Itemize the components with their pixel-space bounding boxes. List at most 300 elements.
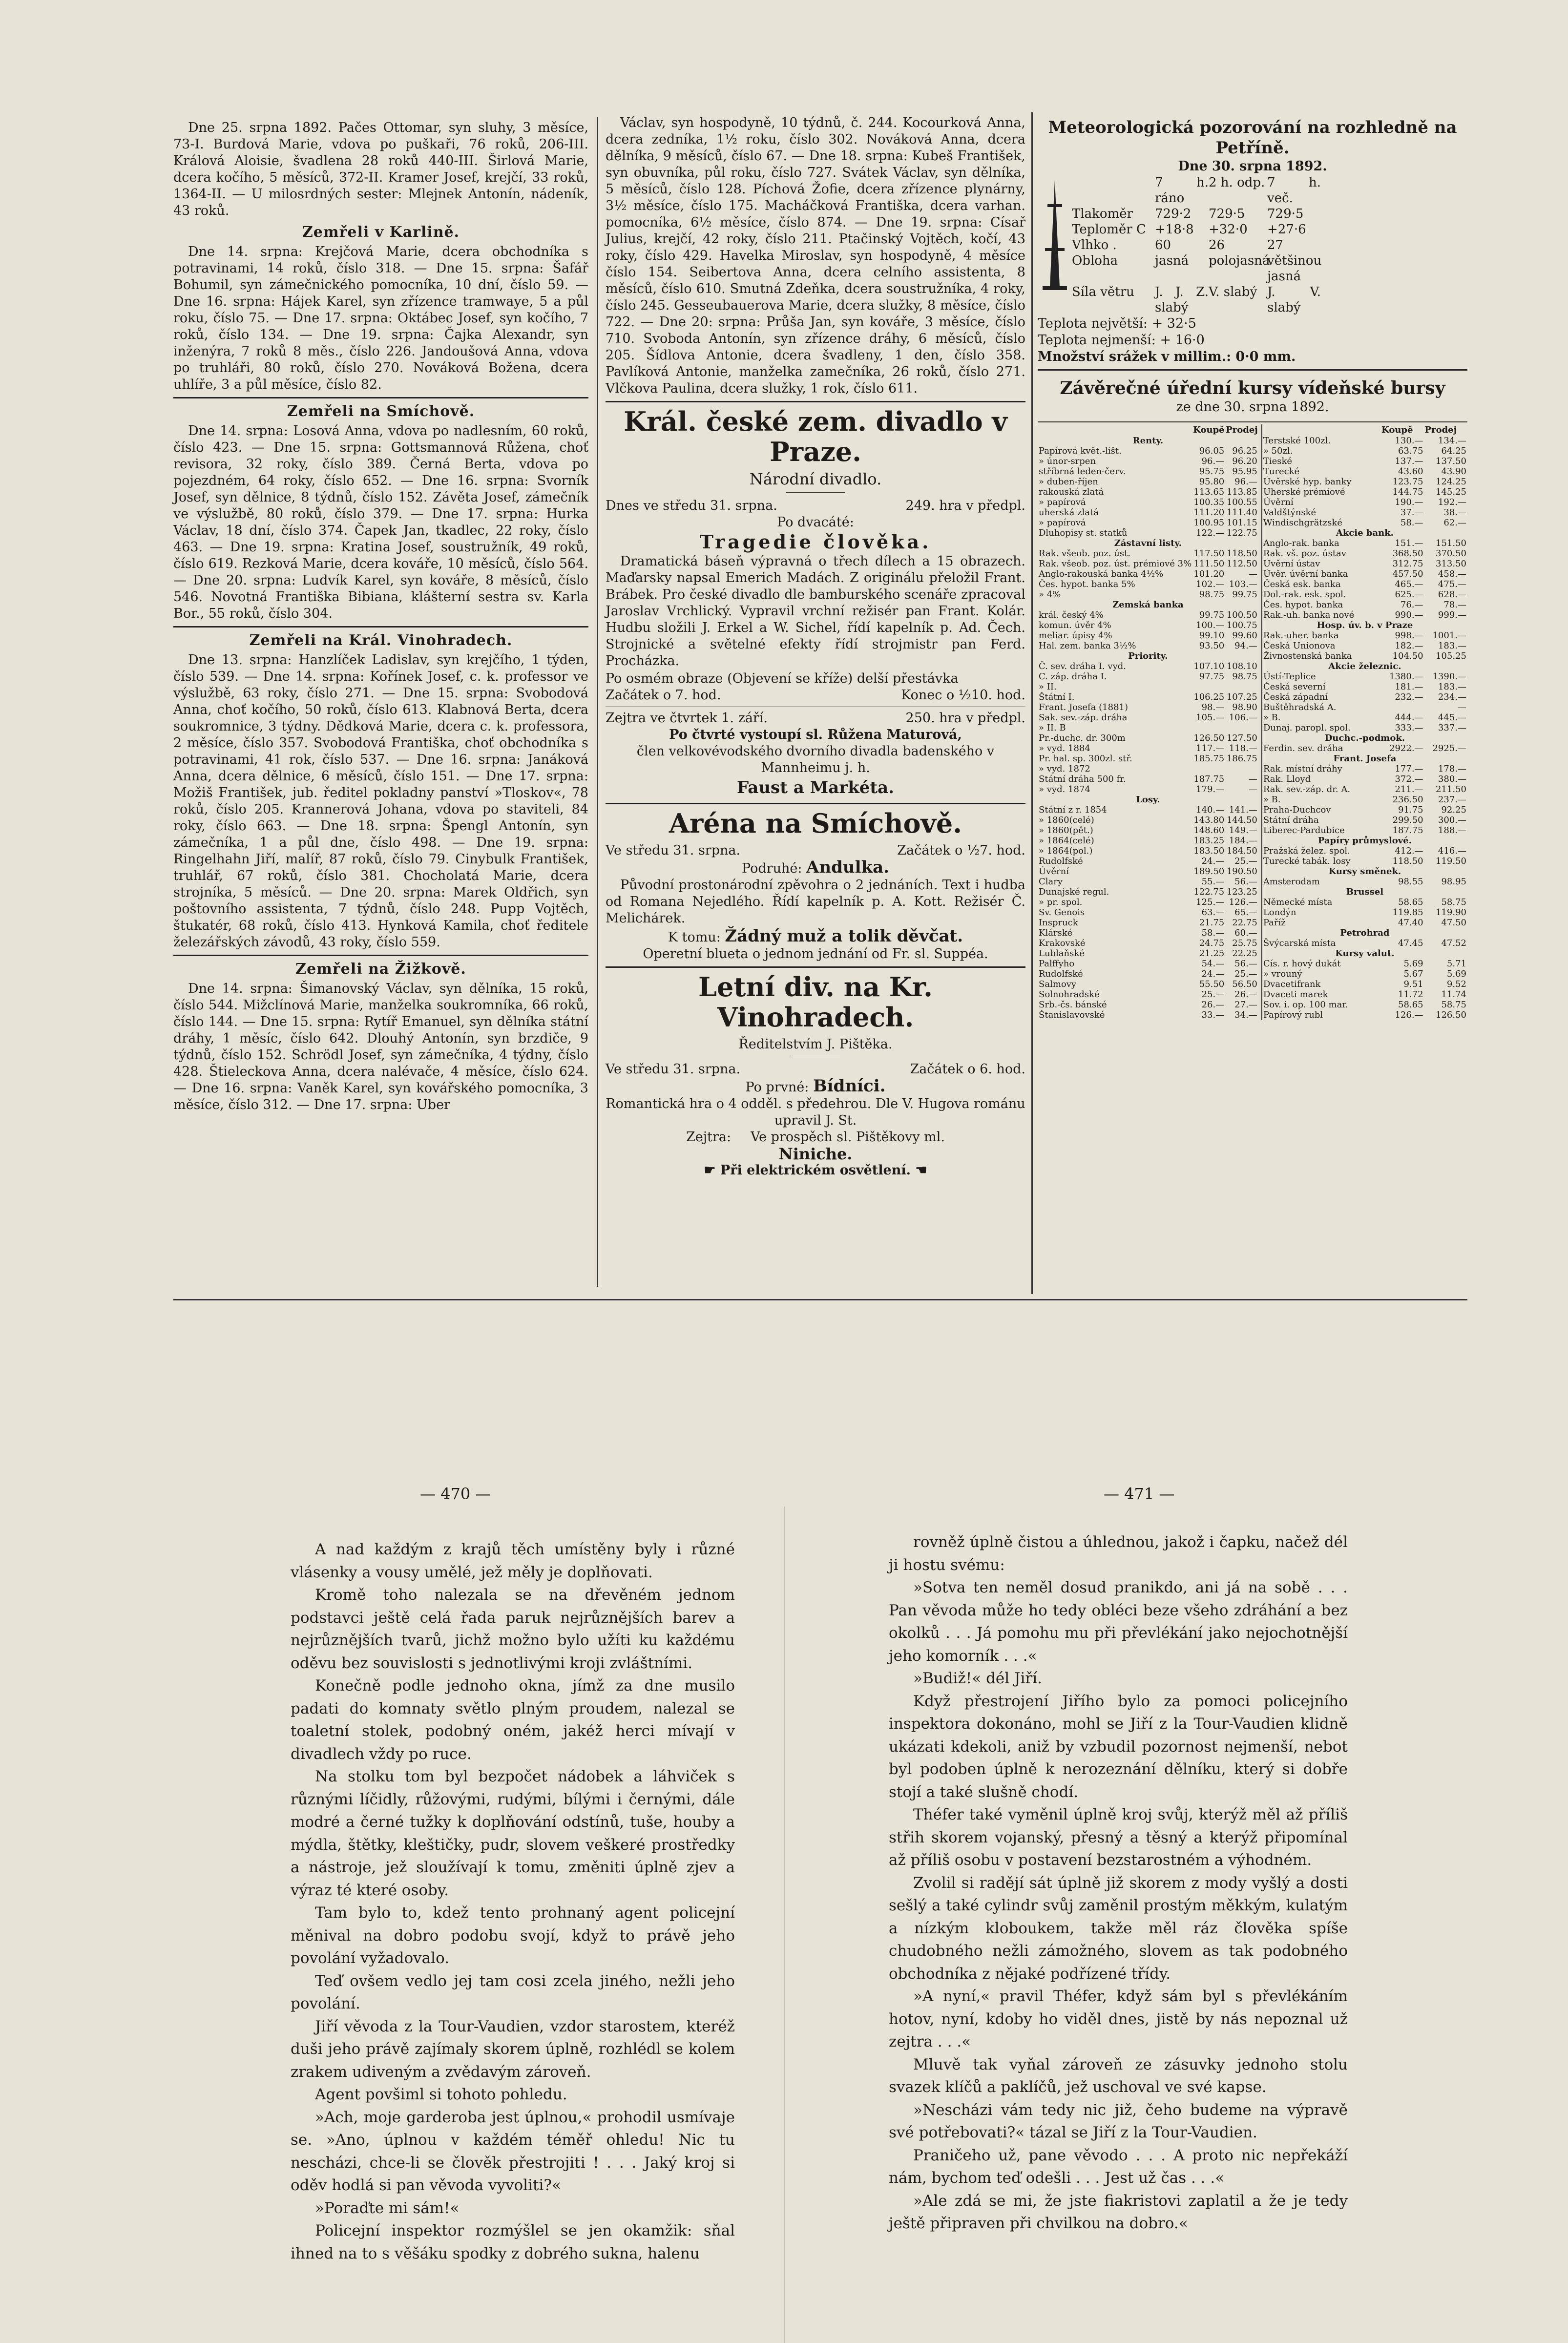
- meteo-value: většinou jasná: [1267, 253, 1322, 284]
- exchange-sell-value: 96.25: [1232, 446, 1257, 456]
- exchange-buy-value: 24.—: [1201, 969, 1225, 979]
- exchange-row: [1262, 877, 1467, 887]
- exchange-item-name: Úvěr. úvěrní banka: [1263, 569, 1348, 579]
- exchange-buy-value: [1192, 723, 1225, 733]
- obituary-vinohrady: Dne 13. srpna: Hanzlíček Ladislav, syn krejčího, 1 týden, číslo 539. — Dne 14. srpna: Kořínek Josef, c. k. professor ve výslužbě, 63 roky, číslo 271. — Dne 15. srpna: Svobodová Anna, choť kočího, 50 roků, číslo 613. Klabnová Berta, dcera soukromnice, 3 týdny. Dědková Marie, dcera c. k. professora, 2 měsíce, číslo 357. Svobodová Františka, choť obchodníka s potravinami, 41 rok, číslo 537. — Dne 16. srpna: Janáková Anna, dcera dělnice, 6 měsíců, číslo 151. — Dne 17. srpna: Možiš František, jub. ředitel pokladny panství »Tloskov«, 78 roků, číslo 205. Krannerová Johana, vdova po staviteli, 84 roky, číslo 663. — Dne 18. srpna: Špengl Antonín, syn zámečníka, 1 a půl dne, číslo 498. — Dne 19. srpna: Ringelhahn Jiří, malíř, 87 roků, číslo 79. Cinybulk František, truhlář, 67 roků, číslo 381. Chocholatá Marie, dcera strojníka, 5 měsíců. — Dne 20. srpna: Marek Oldřich, syn poštovního assistenta, 7 týdnů, číslo 248. Pupp Vojtěch, štukatér, 68 roků, číslo 413. Hynková Kamila, choť ředitele železářských závodů, 43 roky, číslo 559.: [173, 652, 588, 950]
- arena-date: Ve středu 31. srpna.: [606, 843, 741, 858]
- arena-title: Aréna na Smíchově.: [669, 808, 962, 839]
- exchange-item-name: král. český 4%: [1039, 610, 1104, 620]
- exchange-sell-value: 137.50: [1436, 456, 1466, 466]
- exchange-item-name: Dunajské regul.: [1039, 887, 1109, 897]
- story-paragraph: »Ach, moje garderoba jest úplnou,« prohodil usmívaje se. »Ano, úplnou v každém téměř ohledu! Nic tu nescházi, chce-li se člověk přestrojiti ! . . . Jaký kroj si oděv hodlá si pan věvoda vyvoliti?«: [291, 2108, 735, 2194]
- exchange-buy-value: 122.75: [1193, 887, 1225, 897]
- exchange-buy-value: 465.—: [1395, 579, 1423, 589]
- meteo-row: [1072, 206, 1467, 222]
- section-heading-smichov: Zemřeli na Smíchově.: [287, 403, 475, 420]
- story-paragraph: Když přestrojení Jiřího bylo za pomoci policejního inspektora dokonáno, mohl se Jiří z la Tour-Vaudien klidně ukázati kdekoli, aniž by vzbudil pozornost nejmenší, nebot byl podoben úplně k nerozeznání dělníku, který si dobře stojí a také slušně chodí.: [889, 1692, 1348, 1801]
- exchange-item-name: Živnostenská banka: [1263, 651, 1352, 661]
- exchange-buy-value: 96.05: [1199, 446, 1225, 456]
- exchange-row: [1262, 907, 1467, 918]
- exchange-item-name: Německé místa: [1263, 897, 1333, 907]
- divider: [786, 492, 845, 493]
- exchange-item-name: Úvěrní ústav: [1263, 559, 1320, 569]
- exchange-item-name: Čes. hypot. banka 5%: [1039, 579, 1135, 589]
- exchange-row: [1262, 774, 1467, 784]
- exchange-buy-value: 2922.—: [1389, 743, 1423, 753]
- exchange-buy-value: 123.75: [1392, 477, 1423, 487]
- exchange-buy-value: 5.69: [1403, 959, 1423, 969]
- exchange-buy-value: 1380.—: [1389, 671, 1423, 682]
- exchange-row: [1038, 589, 1258, 600]
- exchange-item-name: Londýn: [1263, 907, 1296, 918]
- exchange-row: [1262, 548, 1467, 559]
- exchange-buy-value: 125.—: [1196, 897, 1225, 907]
- exchange-buy-value: 26.—: [1201, 1000, 1225, 1010]
- exchange-item-name: C. záp. dráha I.: [1039, 671, 1107, 682]
- exchange-row: [1262, 825, 1467, 836]
- exchange-sell-value: 98.95: [1441, 877, 1466, 887]
- tower-icon: [1038, 175, 1072, 292]
- exchange-row: [1038, 846, 1258, 856]
- exchange-row: [1038, 579, 1258, 589]
- theatre-column: [606, 115, 1025, 1179]
- exchange-item-name: Windischgrätzské: [1263, 518, 1342, 528]
- theatre-description: Dramatická báseň výpravná o třech dílech a 15 obrazech. Maďarsky napsal Emerich Madách. Z originálu přeložil Frant. Brábek. Pro české divadlo dle bamburského scenáře zpracoval Jaroslav Vrchlický. Vypravil vrchní režisér pan Frant. Kolár. Hudbu složili J. Erkel a W. Sichel, řídí kapelník p. Ad. Čech. Strojnické a světelné efekty řídí strojmistr pan Ferd. Procházka.: [606, 554, 1025, 669]
- exchange-item-name: Rak. všeob. poz. úst.: [1039, 548, 1130, 559]
- exchange-item-name: Rudolfské: [1039, 856, 1083, 866]
- exchange-row: [1038, 620, 1258, 630]
- exchange-buy-value: 137.—: [1395, 456, 1423, 466]
- exchange-buy-value: 148.60: [1193, 825, 1225, 836]
- exchange-item-name: Státní z r. 1854: [1039, 805, 1107, 815]
- exchange-sell-value: 134.—: [1438, 436, 1466, 446]
- exchange-row: [1262, 979, 1467, 989]
- exchange-row: [1262, 1000, 1467, 1010]
- exchange-header-sell: Prodej: [1424, 425, 1457, 435]
- exchange-sell-value: 416.—: [1438, 846, 1466, 856]
- exchange-row: [1262, 918, 1467, 928]
- exchange-row: [1262, 784, 1467, 795]
- exchange-item-name: Clary: [1039, 877, 1063, 887]
- story-paragraph: »A nyní,« pravil Théfer, když sám byl s převlékáním hotov, nyní, kdoby ho viděl dnes, jistě by nás nepoznal už zejtra . . .«: [889, 1987, 1348, 2050]
- exchange-row: [1038, 446, 1258, 456]
- meteo-value: +27·6: [1267, 222, 1306, 237]
- exchange-sell-value: 184.—: [1229, 836, 1257, 846]
- arena-repeat: Podruhé:: [742, 861, 802, 876]
- exchange-buy-value: 232.—: [1395, 692, 1423, 702]
- exchange-buy-value: 5.67: [1403, 969, 1423, 979]
- exchange-buy-value: 105.—: [1196, 712, 1225, 723]
- summer-play-title: Bídníci.: [813, 1076, 886, 1096]
- exchange-buy-value: 144.75: [1392, 487, 1423, 497]
- exchange-row: [1038, 630, 1258, 641]
- exchange-item-name: Švýcarská místa: [1263, 938, 1336, 948]
- exchange-row: [1262, 579, 1467, 589]
- meteo-label: Teploměr C: [1072, 222, 1146, 237]
- story-paragraph: Zvolil si radějí sát úplně již skorem z mody vyšlý a dosti sešlý a také cylindr svůj zaměnil prostým měkkým, kulatým a nízkým kloboukem, takže měl ráz člověka spíše chudobného nežli zámožného, slovem as tak podobného obchodníka z nějaké podřízené třídy.: [889, 1874, 1348, 1983]
- exchange-buy-value: 236.50: [1392, 795, 1423, 805]
- exchange-row: [1038, 559, 1258, 569]
- exchange-buy-value: 111.20: [1193, 507, 1225, 518]
- exchange-item-name: Česká severní: [1263, 682, 1326, 692]
- exchange-row: [1038, 774, 1258, 784]
- exchange-item-name: Salmovy: [1039, 979, 1077, 989]
- obituary-smichov: Dne 14. srpna: Losová Anna, vdova po nadlesním, 60 roků, číslo 423. — Dne 15. srpna: Gottsmannová Růžena, choť revisora, 32 roky, číslo 389. Černá Berta, vdova po pojezdném, 64 roky, číslo 652. — Dne 16. srpna: Svorník Josef, syn dělnice, 8 týdnů, číslo 152. Závěta Josef, zámečník ve výslužbě, 80 roků, číslo 379. — Dne 17. srpna: Hurka Václav, 18 dní, číslo 374. Čapek Jan, tkadlec, 22 roky, číslo 463. — Dne 19. srpna: Kratina Josef, soustružník, 49 roků, číslo 619. Rezková Marie, dcera kováře, 10 měsíců, číslo 564. — Dne 20. srpna: Ludvík Karel, syn kováře, 8 měsíců, číslo 546. Novotná Františka Bibiana, klášterní sestra sv. Karla Bor., 55 roků, číslo 304.: [173, 423, 588, 621]
- exchange-item-name: » 4%: [1039, 589, 1061, 600]
- exchange-buy-value: 177.—: [1395, 764, 1423, 774]
- exchange-section-heading: Zemská banka: [1112, 600, 1184, 610]
- theatre-end: Konec o ½10. hod.: [901, 688, 1025, 703]
- exchange-item-name: Rak.-uher. banka: [1263, 630, 1339, 641]
- exchange-sell-value: 27.—: [1234, 1000, 1257, 1010]
- exchange-buy-value: 117.—: [1196, 743, 1225, 753]
- exchange-buy-value: 111.50: [1193, 559, 1225, 569]
- exchange-buy-value: 368.50: [1392, 548, 1423, 559]
- exchange-sell-value: 141.—: [1229, 805, 1257, 815]
- summer-prvne: [606, 1078, 1025, 1096]
- exchange-buy-value: 55.—: [1201, 877, 1225, 887]
- exchange-sell-value: 108.10: [1226, 661, 1257, 671]
- exchange-row: [1262, 600, 1467, 610]
- exchange-row: [1038, 1000, 1258, 1010]
- exchange-row: [1038, 784, 1258, 795]
- meteo-value: J. J. Z. slabý: [1155, 285, 1209, 315]
- exchange-row: [1038, 805, 1258, 815]
- exchange-row: [1038, 1010, 1258, 1020]
- exchange-buy-value: 99.10: [1199, 630, 1225, 641]
- story-page-left: [291, 1538, 735, 2265]
- exchange-buy-value: 102.—: [1196, 579, 1225, 589]
- exchange-section-heading: Akcie železnic.: [1328, 661, 1401, 671]
- summer-first: Po prvné:: [745, 1080, 809, 1095]
- exchange-row: [1038, 825, 1258, 836]
- divider: [173, 626, 588, 628]
- exchange-buy-value: 118.50: [1392, 856, 1423, 866]
- exchange-row: [1038, 948, 1258, 959]
- exchange-sell-value: 99.60: [1232, 630, 1257, 641]
- arena-description: Původní prostonárodní zpěvohra o 2 jednáních. Text i hudba od Romana Nejedlého. Řídí kapelník p. A. Kott. Režisér Č. Melichárek.: [606, 878, 1025, 926]
- exchange-row: [1038, 538, 1258, 548]
- meteo-value: V. slabý: [1209, 285, 1257, 299]
- exchange-row: [1038, 764, 1258, 774]
- exchange-buy-value: 187.75: [1193, 774, 1225, 784]
- exchange-item-name: Solnohradské: [1039, 989, 1100, 1000]
- exchange-sell-value: 183.—: [1438, 682, 1466, 692]
- exchange-item-name: » 1864(celé): [1039, 836, 1094, 846]
- meteo-date: Dne 30. srpna 1892.: [1178, 159, 1327, 174]
- exchange-row: [1262, 938, 1467, 948]
- exchange-item-name: Anglo-rakouská banka 4½%: [1039, 569, 1164, 579]
- obituary-column-1: [173, 120, 588, 1114]
- exchange-sell-value: 100.75: [1226, 620, 1257, 630]
- meteo-label: Tlakoměr: [1072, 207, 1133, 221]
- story-paragraph: Kromě toho nalezala se na dřevěném jednom podstavci ještě celá řada paruk nejrůznějších barev a nejrůznějších tvarů, jichž možno bylo užíti ku každému oděvu bez souvislosti s jednotlivými kroji zvláštními.: [291, 1586, 735, 1672]
- exchange-sell-value: 445.—: [1438, 712, 1466, 723]
- exchange-sell-value: —: [1248, 784, 1257, 795]
- exchange-item-name: Dluhopisy st. statků: [1039, 528, 1128, 538]
- exchange-sell-value: 151.50: [1436, 538, 1466, 548]
- exchange-sell-value: 103.—: [1229, 579, 1257, 589]
- exchange-item-name: Inspruck: [1039, 918, 1078, 928]
- story-paragraph: Mluvě tak vyňal zároveň ze zásuvky jednoho stolu svazek klíčů a paklíčů, jež uschoval ve své kapse.: [889, 2055, 1348, 2096]
- exchange-row: [1262, 589, 1467, 600]
- exchange-buy-value: 98.—: [1201, 702, 1225, 712]
- exchange-sell-value: 127.50: [1226, 733, 1257, 743]
- exchange-item-name: Sov. i. op. 100 mar.: [1263, 1000, 1348, 1010]
- arena-ktomu: K tomu:: [668, 930, 721, 945]
- exchange-row: [1262, 815, 1467, 825]
- divider: [173, 955, 588, 956]
- exchange-row: [1262, 487, 1467, 497]
- exchange-row: [1262, 671, 1467, 682]
- exchange-sell-value: 56.50: [1232, 979, 1257, 989]
- exchange-sell-value: 100.50: [1226, 610, 1257, 620]
- exchange-row: [1038, 497, 1258, 507]
- exchange-row: [1262, 456, 1467, 466]
- exchange-buy-value: 189.50: [1193, 866, 1225, 877]
- arena-date-row: [606, 842, 1025, 859]
- exchange-buy-value: 140.—: [1196, 805, 1225, 815]
- exchange-buy-value: 190.—: [1395, 497, 1423, 507]
- exchange-sell-value: 34.—: [1234, 1010, 1257, 1020]
- summer-tomorrow: Zejtra:: [686, 1130, 732, 1145]
- exchange-item-name: uherská zlatá: [1039, 507, 1099, 518]
- exchange-sell-value: 183.—: [1438, 641, 1466, 651]
- exchange-sell-value: 106.—: [1229, 712, 1257, 723]
- exchange-item-name: Uherské prémiové: [1263, 487, 1345, 497]
- exchange-item-name: Dvacetifrank: [1263, 979, 1321, 989]
- exchange-sell-value: 149.—: [1229, 825, 1257, 836]
- exchange-buy-value: 100.35: [1193, 497, 1225, 507]
- exchange-item-name: Liberec-Pardubice: [1263, 825, 1345, 836]
- exchange-row: [1262, 866, 1467, 877]
- exchange-buy-value: [1192, 764, 1225, 774]
- story-page-right: [889, 1531, 1348, 2235]
- exchange-row: [1038, 887, 1258, 897]
- exchange-row: [1038, 466, 1258, 477]
- exchange-item-name: Buštěhradská A.: [1263, 702, 1337, 712]
- exchange-item-name: Pr. hal. sp. 300zl. stř.: [1039, 753, 1132, 764]
- exchange-sell-value: [1225, 723, 1258, 733]
- exchange-sell-value: 186.75: [1226, 753, 1257, 764]
- exchange-section-heading: Brussel: [1346, 887, 1384, 897]
- exchange-buy-value: 58.65: [1398, 1000, 1423, 1010]
- exchange-row: [1262, 682, 1467, 692]
- exchange-sell-value: 107.25: [1226, 692, 1257, 702]
- exchange-item-name: Rudolfské: [1039, 969, 1083, 979]
- exchange-buy-value: 43.60: [1398, 466, 1423, 477]
- exchange-sell-value: 22.25: [1232, 948, 1257, 959]
- exchange-sell-value: 124.25: [1436, 477, 1466, 487]
- exchange-sell-value: 26.—: [1234, 989, 1257, 1000]
- guest-announcement-detail: člen velkovévodského dvorního divadla badenského v Mannheimu j. h.: [636, 744, 995, 775]
- exchange-buy-value: 113.65: [1193, 487, 1225, 497]
- meteo-row: [1072, 237, 1467, 253]
- exchange-item-name: Valdštýnské: [1263, 507, 1317, 518]
- meteo-tmin: Teplota nejmenší: + 16·0: [1038, 333, 1205, 348]
- exchange-buy-value: 76.—: [1400, 600, 1423, 610]
- exchange-sell-value: —: [1248, 569, 1257, 579]
- tomorrow-row: [606, 710, 1025, 727]
- exchange-sell-value: 56.—: [1234, 959, 1257, 969]
- exchange-sell-value: 458.—: [1438, 569, 1466, 579]
- exchange-row: [1262, 630, 1467, 641]
- exchange-row: [1262, 846, 1467, 856]
- exchange-sell-value: —: [1458, 702, 1466, 712]
- exchange-item-name: » II. B: [1039, 723, 1066, 733]
- exchange-sell-value: 145.25: [1436, 487, 1466, 497]
- exchange-item-name: Paříž: [1263, 918, 1286, 928]
- exchange-buy-value: 998.—: [1395, 630, 1423, 641]
- exchange-row: [1038, 661, 1258, 671]
- exchange-sell-value: 370.50: [1436, 548, 1466, 559]
- exchange-row: [1038, 651, 1258, 661]
- exchange-item-name: Č. sev. dráha I. vyd.: [1039, 661, 1126, 671]
- page-rule: [173, 1299, 1467, 1300]
- meteo-value: +18·8: [1155, 222, 1194, 237]
- summer-tomorrow-play: Ninichе.: [778, 1145, 853, 1163]
- story-paragraph: Konečně podle jednoho okna, jímž za dne musilo padati do komnaty světlo plným proudem, nalezal se toaletní stolek, podobný oném, jakéž herci mívají v divadlech vždy po ruce.: [291, 1677, 735, 1763]
- exchange-row: [1038, 641, 1258, 651]
- divider: [1038, 369, 1467, 371]
- exchange-row: [1038, 692, 1258, 702]
- exchange-item-name: Rak. místní dráhy: [1263, 764, 1342, 774]
- exchange-date: ze dne 30. srpna 1892.: [1176, 399, 1329, 415]
- exchange-sell-value: 123.25: [1226, 887, 1257, 897]
- exchange-sell-value: 43.90: [1441, 466, 1466, 477]
- summer-theatre-director: Ředitelstvím J. Pištěka.: [738, 1037, 893, 1052]
- exchange-buy-value: 119.85: [1392, 907, 1423, 918]
- summer-benefit: Ve prospěch sl. Pištěkovy ml.: [751, 1130, 945, 1145]
- exchange-sell-value: 105.25: [1436, 651, 1466, 661]
- exchange-item-name: » papírová: [1039, 497, 1086, 507]
- theatre-start: Začátek o 7. hod.: [606, 688, 721, 703]
- theatre-play-title: Tragedie člověka.: [699, 531, 932, 553]
- exchange-sell-value: 122.75: [1226, 528, 1257, 538]
- obituary-karlin: Dne 14. srpna: Krejčová Marie, dcera obchodníka s potravinami, 14 roků, číslo 318. — Dne 15. srpna: Šafář Bohumil, syn zámečnického pomocníka, 10 dní, číslo 59. — Dne 16. srpna: Hájek Karel, syn zřízence tramwaye, 5 a půl roku, číslo 75. — Dne 17. srpna: Oktábec Josef, syn kočího, 7 roků, číslo 134. — Dne 19. srpna: Čajka Alexandr, syn inženýra, 7 roků 8 měs., číslo 226. Jandoušová Anna, vdova po truhláři, 80 roků, číslo 270. Nováková Božena, dcera uhlíře, 3 a půl měsíce, číslo 82.: [173, 244, 588, 392]
- exchange-item-name: Klárské: [1039, 928, 1073, 938]
- summer-date: Ve středu 31. srpna.: [606, 1062, 741, 1077]
- exchange-item-name: » 1860(pět.): [1039, 825, 1093, 836]
- exchange-section-heading: Renty.: [1132, 436, 1164, 446]
- exchange-item-name: » B.: [1263, 712, 1281, 723]
- exchange-sell-value: 64.25: [1441, 446, 1466, 456]
- meteo-body: [1038, 175, 1467, 315]
- theatre-repeat: Po dvacáté:: [777, 515, 854, 530]
- exchange-sell-value: 5.71: [1446, 959, 1466, 969]
- exchange-item-name: Praha-Duchcov: [1263, 805, 1331, 815]
- exchange-sell-value: 38.—: [1443, 507, 1466, 518]
- arena-start: Začátek o ½7. hod.: [897, 843, 1025, 858]
- exchange-sell-value: 126.—: [1229, 897, 1257, 907]
- arena-podruhe: [606, 859, 1025, 877]
- exchange-row: [1262, 446, 1467, 456]
- exchange-row: [1038, 723, 1258, 733]
- exchange-buy-value: 54.—: [1201, 959, 1225, 969]
- exchange-item-name: Pr.-duchc. dr. 300m: [1039, 733, 1126, 743]
- exchange-section-heading: Zástavní listy.: [1114, 538, 1182, 548]
- page-number-left: — 470 —: [420, 1485, 491, 1503]
- exchange-sell-value: 184.50: [1226, 846, 1257, 856]
- exchange-item-name: Srb.-čs. bánské: [1039, 1000, 1107, 1010]
- section-heading-zizkov: Zemřeli na Žižkově.: [295, 961, 466, 978]
- exchange-item-name: » vyd. 1874: [1039, 784, 1090, 795]
- exchange-sell-value: 58.75: [1441, 897, 1466, 907]
- exchange-row: [1038, 938, 1258, 948]
- story-paragraph: Policejní inspektor rozmýšlel se jen okamžik: sňal ihned na to s věšáku spodky z dobrého sukna, halenu: [291, 2222, 735, 2262]
- story-paragraph: Théfer také vyměnil úplně kroj svůj, kterýž měl až příliš střih skorem vojanský, přesný a těsný a kterýž připomínal až příliš osobu v postavení bezstarostném a výhodném.: [889, 1806, 1348, 1869]
- exchange-sell-value: 62.—: [1443, 518, 1466, 528]
- meteo-row: [1072, 253, 1467, 284]
- exchange-sell-value: 9.52: [1446, 979, 1466, 989]
- exchange-row: [1262, 1010, 1467, 1020]
- exchange-item-name: Úvěrní: [1263, 497, 1294, 507]
- exchange-item-name: Česká Unionova: [1263, 641, 1336, 651]
- exchange-item-name: Rak. Lloyd: [1263, 774, 1311, 784]
- exchange-buy-value: 312.75: [1392, 559, 1423, 569]
- exchange-buy-value: 122.—: [1196, 528, 1225, 538]
- exchange-buy-value: 63.—: [1201, 907, 1225, 918]
- exchange-buy-value: 107.10: [1193, 661, 1225, 671]
- meteo-value: polojasná: [1209, 253, 1270, 268]
- exchange-row: [1262, 959, 1467, 969]
- exchange-row: [1038, 866, 1258, 877]
- exchange-item-name: » duben-říjen: [1039, 477, 1098, 487]
- guest-announcement: Po čtvrté vystoupí sl. Růžena Maturová,: [669, 727, 962, 742]
- exchange-item-name: » II.: [1039, 682, 1057, 692]
- exchange-buy-value: 33.—: [1201, 1010, 1225, 1020]
- exchange-item-name: Úvěrské hyp. banky: [1263, 477, 1352, 487]
- arena-second-play-title: Žádný muž a tolik děvčat.: [725, 926, 963, 946]
- exchange-item-name: Úvěrní: [1039, 866, 1069, 877]
- meteo-value: 27: [1267, 238, 1284, 252]
- exchange-buy-value: 47.40: [1398, 918, 1423, 928]
- exchange-header-buy: Koupě: [1381, 425, 1413, 435]
- meteo-label: Obloha: [1072, 253, 1118, 268]
- meteo-value: +32·0: [1209, 222, 1248, 237]
- exchange-row: [1038, 743, 1258, 753]
- theatre-intermission: Po osmém obraze (Objevení se kříže) delší přestávka: [606, 671, 959, 686]
- meteo-title: Meteorologická pozorování na rozhledně na Petříně.: [1048, 118, 1457, 158]
- exchange-buy-value: 93.50: [1199, 641, 1225, 651]
- exchange-buy-value: 101.20: [1193, 569, 1225, 579]
- summer-description: Romantická hra o 4 odděl. s předehrou. Dle V. Hugova románu upravil J. St.: [606, 1096, 1025, 1128]
- exchange-buy-value: 372.—: [1395, 774, 1423, 784]
- exchange-buy-value: 98.75: [1199, 589, 1225, 600]
- exchange-sell-value: 313.50: [1436, 559, 1466, 569]
- exchange-buy-value: 99.75: [1199, 610, 1225, 620]
- exchange-buy-value: 143.80: [1193, 815, 1225, 825]
- exchange-sell-value: 119.50: [1436, 856, 1466, 866]
- exchange-item-name: Terstské 100zl.: [1263, 436, 1331, 446]
- exchange-item-name: Rak. vš. poz. ústav: [1263, 548, 1346, 559]
- exchange-sell-value: 96.—: [1234, 477, 1257, 487]
- exchange-sell-value: 60.—: [1234, 928, 1257, 938]
- exchange-header-sell: Prodej: [1226, 425, 1258, 435]
- exchange-table-right: [1261, 424, 1467, 1020]
- exchange-row: [1038, 733, 1258, 743]
- exchange-sell-value: 118.50: [1226, 548, 1257, 559]
- exchange-item-name: Ferdin. sev. dráha: [1263, 743, 1343, 753]
- exchange-item-name: » vrouný: [1263, 969, 1302, 979]
- story-paragraph: »Ale zdá se mi, že jste fiakristovi zaplatil a že je tedy ještě připraven při chvilkou na dobro.«: [889, 2192, 1348, 2232]
- exchange-sell-value: 47.52: [1441, 938, 1466, 948]
- exchange-item-name: » únor-srpen: [1039, 456, 1096, 466]
- exchange-row: [1262, 497, 1467, 507]
- exchange-buy-value: 95.75: [1199, 466, 1225, 477]
- exchange-buy-value: 333.—: [1395, 723, 1423, 733]
- exchange-sell-value: [1225, 764, 1258, 774]
